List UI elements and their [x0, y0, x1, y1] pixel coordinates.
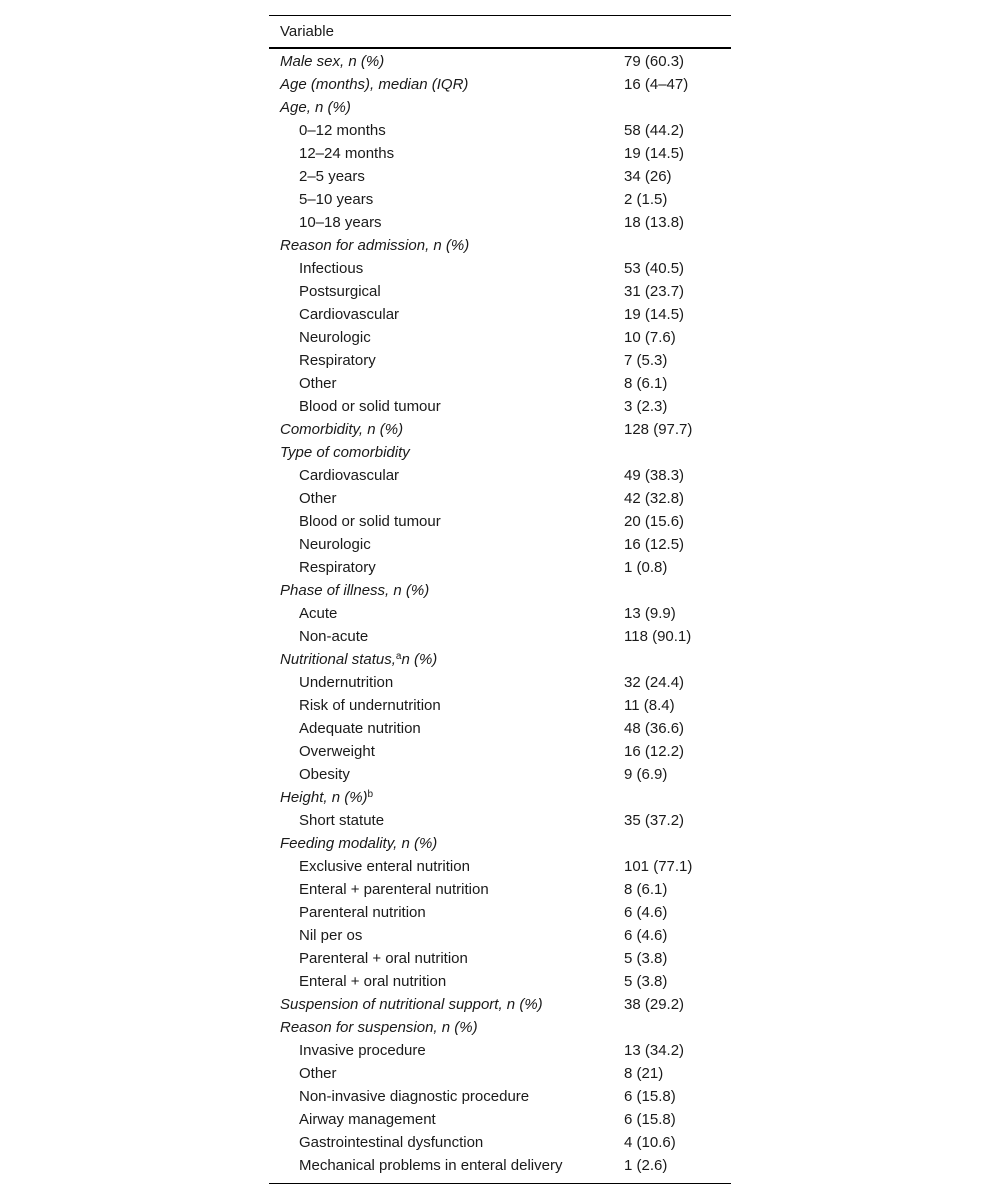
table-row [269, 188, 731, 211]
row-value: 6 (15.8) [624, 1111, 676, 1128]
row-label [269, 165, 613, 188]
table-row [269, 878, 731, 901]
row-label [269, 832, 613, 855]
row-value: 1 (0.8) [624, 559, 668, 576]
table-row [269, 510, 731, 533]
row-value: 16 (12.2) [624, 743, 685, 760]
row-label-text: Enteral + parenteral nutrition [299, 881, 489, 898]
row-label-text: Non-invasive diagnostic procedure [299, 1088, 530, 1105]
row-label-text: Airway management [299, 1111, 436, 1128]
row-label [269, 901, 613, 924]
row-value: 13 (9.9) [624, 605, 676, 622]
table-row [269, 1062, 731, 1085]
row-value: 9 (6.9) [624, 766, 668, 783]
row-label-text: Cardiovascular [299, 467, 400, 484]
row-label-text: Short statute [299, 812, 385, 829]
row-value: 48 (36.6) [624, 720, 685, 737]
table-row [269, 855, 731, 878]
row-label [269, 1085, 613, 1108]
table-row [269, 303, 731, 326]
row-label-text: Male sex, n (%) [280, 53, 385, 70]
row-label-text: Gastrointestinal dysfunction [299, 1134, 484, 1151]
table-row [269, 1131, 731, 1154]
row-label-text: Type of comorbidity [280, 444, 410, 461]
row-label [269, 648, 613, 671]
row-label-text: 2–5 years [299, 168, 365, 185]
row-value: 6 (4.6) [624, 927, 668, 944]
row-label [269, 1108, 613, 1131]
row-label [269, 1039, 613, 1062]
table-row [269, 809, 731, 832]
row-label [269, 1016, 613, 1039]
row-label-text: 0–12 months [299, 122, 386, 139]
table-row [269, 717, 731, 740]
row-value: 2 (1.5) [624, 191, 668, 208]
table-row [269, 165, 731, 188]
row-label [269, 694, 613, 717]
row-label-text: Infectious [299, 260, 364, 277]
row-label-text: Nil per os [299, 927, 363, 944]
footnote-marker: a [395, 651, 402, 662]
row-label-text: Reason for suspension, n (%) [280, 1019, 478, 1036]
table-body [269, 49, 731, 1177]
row-label-text: Overweight [299, 743, 375, 760]
row-label [269, 1131, 613, 1154]
row-label-text: Blood or solid tumour [299, 513, 441, 530]
table-row [269, 257, 731, 280]
table-row [269, 602, 731, 625]
row-label-text: Comorbidity, n (%) [280, 421, 404, 438]
row-value: 6 (4.6) [624, 904, 668, 921]
row-label [269, 188, 613, 211]
row-label-text: Invasive procedure [299, 1042, 426, 1059]
row-label-suffix: n (%) [401, 651, 438, 668]
row-label [269, 970, 613, 993]
table-row [269, 740, 731, 763]
table-row-category [269, 73, 731, 96]
row-label [269, 924, 613, 947]
row-label-text: Neurologic [299, 329, 371, 346]
table-row [269, 625, 731, 648]
row-value: 20 (15.6) [624, 513, 685, 530]
row-label [269, 786, 613, 809]
table-row [269, 280, 731, 303]
row-label [269, 73, 613, 96]
table-row [269, 924, 731, 947]
table-row [269, 119, 731, 142]
row-label-text: Respiratory [299, 352, 376, 369]
row-label-text: Phase of illness, n (%) [280, 582, 430, 599]
table-row [269, 970, 731, 993]
table-row-category [269, 50, 731, 73]
row-label [269, 671, 613, 694]
table-row [269, 142, 731, 165]
row-label-text: 10–18 years [299, 214, 382, 231]
row-label-text: Neurologic [299, 536, 371, 553]
row-label [269, 395, 613, 418]
table-row [269, 395, 731, 418]
row-label-text: Other [299, 375, 337, 392]
row-value: 11 (8.4) [624, 697, 675, 714]
row-label [269, 349, 613, 372]
footnote-marker: b [367, 789, 374, 800]
row-value: 42 (32.8) [624, 490, 685, 507]
row-value: 10 (7.6) [624, 329, 676, 346]
table-row [269, 211, 731, 234]
row-label [269, 579, 613, 602]
row-label [269, 556, 613, 579]
table-row [269, 694, 731, 717]
row-value: 16 (12.5) [624, 536, 685, 553]
table-row-category [269, 579, 731, 602]
row-label [269, 234, 613, 257]
table-row-category [269, 96, 731, 119]
row-label [269, 993, 613, 1016]
table-header-row [269, 16, 731, 49]
row-label [269, 625, 613, 648]
row-label [269, 602, 613, 625]
row-label-text: Non-acute [299, 628, 369, 645]
row-label [269, 96, 613, 119]
table-row [269, 671, 731, 694]
row-value: 118 (90.1) [624, 628, 692, 645]
table-row [269, 1085, 731, 1108]
row-label [269, 947, 613, 970]
row-label [269, 510, 613, 533]
table-bottom-rule [269, 1183, 731, 1184]
row-label [269, 464, 613, 487]
row-value: 18 (13.8) [624, 214, 685, 231]
row-value: 5 (3.8) [624, 973, 668, 990]
row-label-text: Suspension of nutritional support, n (%) [280, 996, 543, 1013]
row-label-text: Enteral + oral nutrition [299, 973, 447, 990]
row-label-text: Age (months), median (IQR) [280, 76, 469, 93]
row-label-text: Other [299, 490, 337, 507]
row-value: 49 (38.3) [624, 467, 685, 484]
table-row [269, 1039, 731, 1062]
row-label-text: Other [299, 1065, 337, 1082]
row-value: 3 (2.3) [624, 398, 668, 415]
row-label-text: 12–24 months [299, 145, 395, 162]
row-value: 4 (10.6) [624, 1134, 676, 1151]
row-label-text: Feeding modality, n (%) [280, 835, 438, 852]
row-label-text: Parenteral nutrition [299, 904, 426, 921]
row-label [269, 142, 613, 165]
row-label [269, 50, 613, 73]
row-label-text: Nutritional status, [280, 651, 396, 668]
row-label [269, 211, 613, 234]
row-label [269, 878, 613, 901]
table-row [269, 533, 731, 556]
table-row [269, 901, 731, 924]
table-row [269, 487, 731, 510]
table-row [269, 1154, 731, 1177]
row-value: 34 (26) [624, 168, 672, 185]
row-label-text: Undernutrition [299, 674, 394, 691]
table-row-category [269, 648, 731, 671]
row-label-text: Height, n (%) [280, 789, 368, 806]
row-value: 38 (29.2) [624, 996, 685, 1013]
row-label [269, 418, 613, 441]
row-label [269, 441, 613, 464]
row-label [269, 717, 613, 740]
row-value: 101 (77.1) [624, 858, 693, 875]
row-value: 8 (21) [624, 1065, 664, 1082]
row-label-text: Parenteral + oral nutrition [299, 950, 468, 967]
row-label [269, 809, 613, 832]
row-value: 1 (2.6) [624, 1157, 668, 1174]
table-row-category [269, 993, 731, 1016]
row-label-text: 5–10 years [299, 191, 374, 208]
row-label-text: Mechanical problems in enteral delivery [299, 1157, 563, 1174]
table-row [269, 349, 731, 372]
row-value: 13 (34.2) [624, 1042, 685, 1059]
row-label [269, 855, 613, 878]
row-label-text: Respiratory [299, 559, 376, 576]
row-label [269, 1154, 613, 1177]
table-row [269, 372, 731, 395]
row-label [269, 257, 613, 280]
row-value: 5 (3.8) [624, 950, 668, 967]
row-label [269, 533, 613, 556]
table-row [269, 763, 731, 786]
row-label-text: Blood or solid tumour [299, 398, 441, 415]
row-label-text: Exclusive enteral nutrition [299, 858, 470, 875]
row-value: 8 (6.1) [624, 375, 668, 392]
row-value: 6 (15.8) [624, 1088, 676, 1105]
table-row [269, 464, 731, 487]
row-value: 32 (24.4) [624, 674, 685, 691]
row-value: 19 (14.5) [624, 145, 685, 162]
table-row-category [269, 786, 731, 809]
row-label [269, 372, 613, 395]
row-label [269, 326, 613, 349]
table-row [269, 556, 731, 579]
row-value: 58 (44.2) [624, 122, 685, 139]
table-row-category [269, 234, 731, 257]
row-label-text: Cardiovascular [299, 306, 400, 323]
row-value: 35 (37.2) [624, 812, 685, 829]
row-label-text: Acute [299, 605, 338, 622]
row-label-text: Reason for admission, n (%) [280, 237, 470, 254]
row-label [269, 1062, 613, 1085]
row-label-text: Adequate nutrition [299, 720, 421, 737]
row-label [269, 740, 613, 763]
column-header-variable: Variable [280, 23, 334, 40]
table-row-category [269, 418, 731, 441]
row-label-text: Postsurgical [299, 283, 381, 300]
row-value: 79 (60.3) [624, 53, 685, 70]
row-value: 53 (40.5) [624, 260, 685, 277]
table-row [269, 326, 731, 349]
row-label [269, 280, 613, 303]
table-row-category [269, 441, 731, 464]
row-label [269, 487, 613, 510]
row-label [269, 763, 613, 786]
row-label [269, 119, 613, 142]
row-value: 19 (14.5) [624, 306, 685, 323]
row-label-text: Age, n (%) [280, 99, 351, 116]
row-label [269, 303, 613, 326]
row-value: 128 (97.7) [624, 421, 693, 438]
table-row-category [269, 832, 731, 855]
table-row [269, 1108, 731, 1131]
row-value: 31 (23.7) [624, 283, 685, 300]
row-value: 7 (5.3) [624, 352, 668, 369]
row-label-text: Obesity [299, 766, 350, 783]
row-label-text: Risk of undernutrition [299, 697, 441, 714]
row-value: 16 (4–47) [624, 76, 689, 93]
table-row [269, 947, 731, 970]
table-row-category [269, 1016, 731, 1039]
row-value: 8 (6.1) [624, 881, 668, 898]
patient-characteristics-table [269, 15, 731, 1184]
